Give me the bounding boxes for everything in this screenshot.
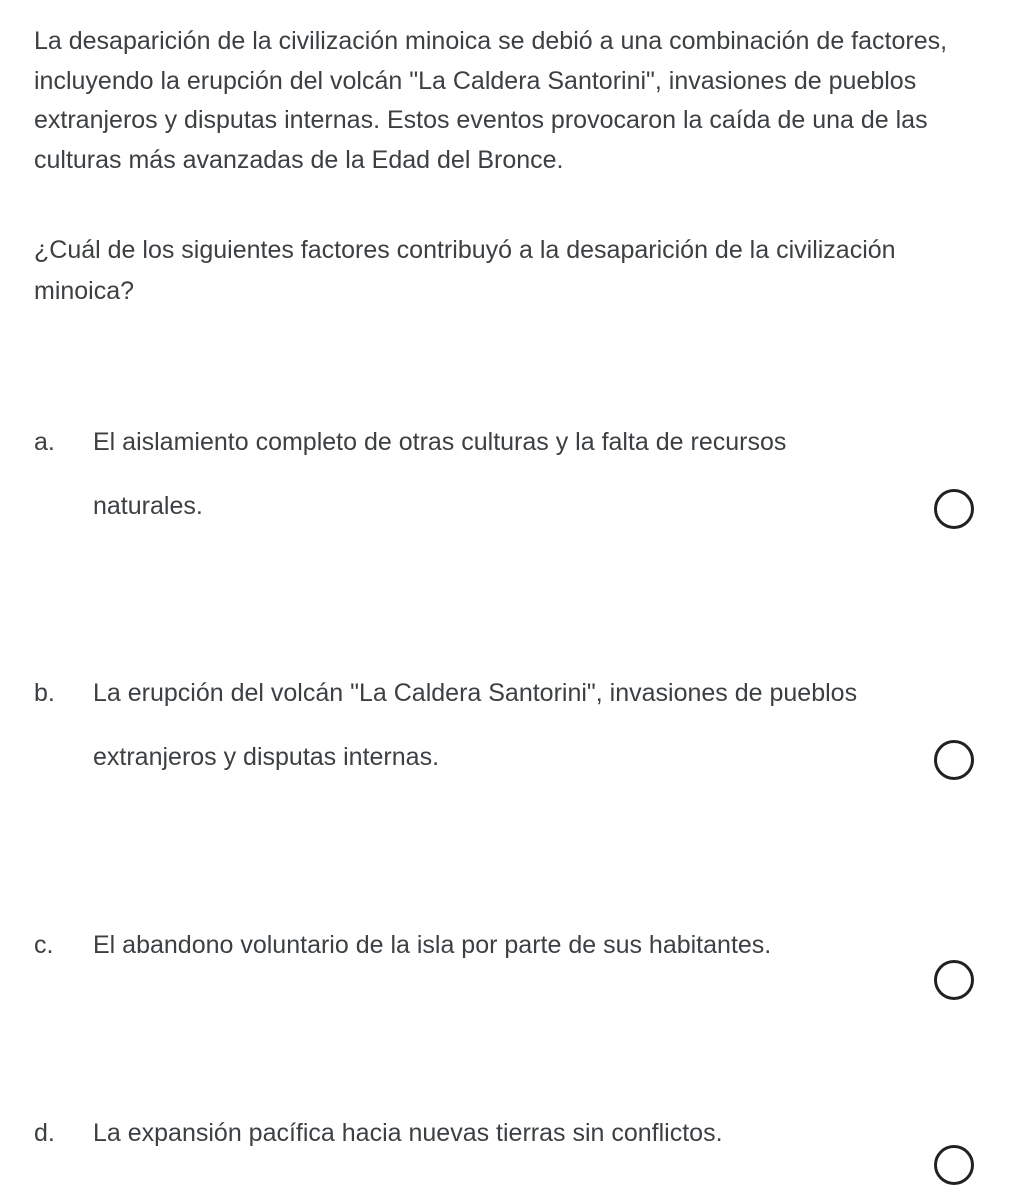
option-text: El aislamiento completo de otras culturas y la falta de recursos naturales. [93, 428, 787, 520]
option-d[interactable] [0, 1101, 1010, 1189]
option-text: La erupción del volcán "La Caldera Santorini", invasiones de pueblos extranjeros y disputas internas. [93, 679, 858, 771]
option-text: El abandono voluntario de la isla por parte de sus habitantes. [93, 931, 772, 959]
passage-text: La desaparición de la civilización minoica se debió a una combinación de factores, incluyendo la erupción del volcán "La Caldera Santorini", invasiones de pueblos extranjeros y disputas internas. Estos eventos provocaron la caída de una de las culturas más avanzadas de la Edad del Bronce. [34, 27, 948, 174]
radio-button[interactable] [934, 960, 974, 1000]
radio-button[interactable] [934, 740, 974, 780]
radio-button[interactable] [934, 1145, 974, 1185]
question-text: ¿Cuál de los siguientes factores contribuyó a la desaparición de la civilización minoica? [34, 236, 896, 305]
option-text: La expansión pacífica hacia nuevas tierras sin conflictos. [93, 1119, 723, 1147]
option-a[interactable] [0, 410, 1010, 550]
option-letter: c. [34, 931, 54, 959]
radio-button[interactable] [934, 489, 974, 529]
option-c[interactable] [0, 913, 1010, 1023]
option-letter: b. [34, 679, 55, 707]
option-letter: d. [34, 1119, 55, 1147]
option-letter: a. [34, 428, 55, 456]
option-b[interactable] [0, 661, 1010, 801]
